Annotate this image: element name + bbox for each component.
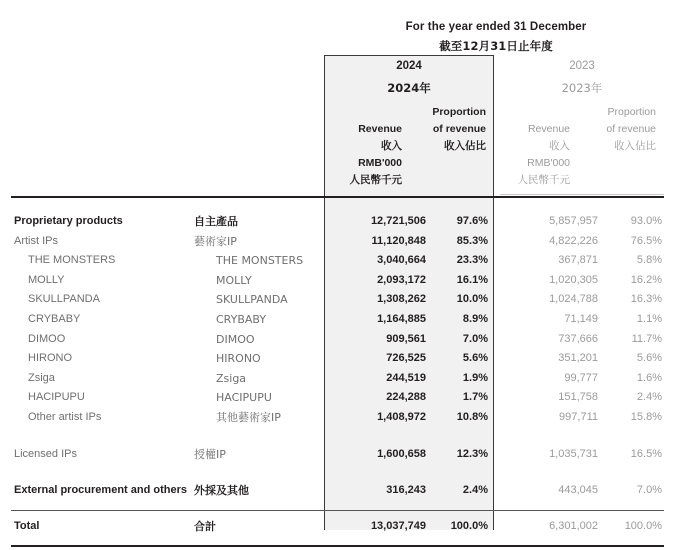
- cell-p23: 5.8%: [636, 254, 662, 267]
- cell-cn: 外採及其他: [194, 484, 249, 498]
- cell-en: DIMOO: [28, 332, 66, 345]
- proportion-2023-label-en-line1: Proportion: [607, 106, 656, 118]
- table-row: [0, 445, 679, 465]
- proportion-2023-label-en-line2: of revenue: [606, 123, 656, 135]
- revenue-2023-unit-cn: 人民幣千元: [517, 174, 570, 186]
- column-group-2024-year-cn: 2024年: [387, 81, 431, 95]
- revenue-2024-label-en: Revenue: [358, 123, 402, 135]
- revenue-2024-blank-line: [300, 104, 402, 121]
- cell-r24: 1,408,972: [377, 410, 426, 423]
- cell-en: CRYBABY: [28, 312, 81, 325]
- cell-en: SKULLPANDA: [28, 293, 100, 306]
- cell-r23: 151,758: [558, 391, 598, 404]
- cell-r23: 71,149: [564, 312, 598, 325]
- cell-p24: 100.0%: [450, 519, 488, 532]
- cell-cn: 藝術家IP: [194, 234, 237, 248]
- cell-p23: 16.3%: [630, 293, 662, 306]
- revenue-2023-blank-line: [468, 104, 570, 121]
- cell-en: HIRONO: [28, 352, 72, 365]
- cell-en: Zsiga: [28, 371, 55, 384]
- table-row: [0, 349, 679, 369]
- table-title-english: For the year ended 31 December: [405, 21, 587, 33]
- cell-p23: 16.5%: [630, 447, 662, 460]
- cell-cn: HIRONO: [216, 352, 261, 366]
- cell-en: Proprietary products: [14, 215, 123, 227]
- cell-r23: 997,711: [559, 410, 598, 423]
- table-row: [0, 310, 679, 330]
- revenue-2023-label-cn: 收入: [549, 140, 570, 152]
- cell-p24: 85.3%: [456, 234, 488, 247]
- cell-en: Other artist IPs: [28, 410, 102, 423]
- revenue-2023-label-en: Revenue: [527, 123, 570, 135]
- cell-cn: HACIPUPU: [216, 391, 272, 405]
- cell-en: External procurement and others: [14, 484, 187, 497]
- cell-cn: MOLLY: [216, 273, 252, 287]
- cell-en: MOLLY: [28, 273, 65, 286]
- cell-r24: 12,721,506: [370, 215, 426, 227]
- header-separator-2023: [500, 194, 664, 195]
- cell-p24: 5.6%: [462, 352, 488, 365]
- cell-r24: 2,093,172: [377, 273, 426, 286]
- proportion-2024-label-en-line1: Proportion: [432, 106, 486, 118]
- cell-p23: 2.4%: [636, 391, 662, 404]
- cell-cn: THE MONSTERS: [216, 254, 304, 268]
- cell-p23: 1.6%: [636, 371, 662, 384]
- revenue-2024-unit-en: RMB'000: [358, 157, 402, 169]
- column-group-2023-year-en: 2023: [569, 60, 595, 72]
- cell-p24: 10.0%: [456, 293, 488, 306]
- table-row: [0, 330, 679, 350]
- column-group-2023-year-cn: 2023年: [561, 81, 603, 95]
- cell-cn: DIMOO: [216, 332, 255, 346]
- cell-p24: 1.9%: [462, 371, 488, 384]
- cell-p23: 7.0%: [636, 484, 662, 497]
- cell-en: Total: [14, 519, 40, 532]
- cell-p24: 16.1%: [456, 273, 488, 286]
- cell-p23: 93.0%: [630, 215, 662, 227]
- table-row: [0, 290, 679, 310]
- cell-cn: SKULLPANDA: [216, 293, 288, 307]
- proportion-2024-label-en-line2: of revenue: [432, 123, 486, 135]
- table-row: [0, 232, 679, 252]
- cell-en: HACIPUPU: [28, 391, 85, 404]
- table-row: [0, 369, 679, 389]
- cell-en: Licensed IPs: [14, 447, 77, 460]
- column-header-revenue-2023: [468, 104, 570, 189]
- table-row: [0, 517, 679, 537]
- cell-p23: 16.2%: [630, 273, 662, 286]
- table-header-rule: [11, 196, 664, 198]
- table-row: [0, 408, 679, 428]
- cell-cn: Zsiga: [216, 371, 247, 385]
- revenue-2024-unit-cn: 人民幣千元: [349, 174, 402, 186]
- table-row: [0, 271, 679, 291]
- cell-p24: 23.3%: [456, 254, 488, 267]
- cell-r23: 1,035,731: [549, 447, 598, 460]
- cell-en: THE MONSTERS: [28, 254, 116, 267]
- cell-r23: 6,301,002: [549, 519, 598, 532]
- column-group-2024-year-en: 2024: [396, 60, 422, 72]
- cell-r23: 5,857,957: [549, 215, 598, 227]
- cell-r24: 13,037,749: [370, 519, 426, 532]
- cell-p24: 2.4%: [462, 484, 488, 497]
- table-row: [0, 388, 679, 408]
- table-row: [0, 212, 679, 232]
- column-header-proportion-2023: [560, 104, 656, 155]
- cell-r24: 316,243: [386, 484, 426, 497]
- revenue-2023-unit-en: RMB'000: [527, 157, 570, 169]
- revenue-2024-label-cn: 收入: [381, 140, 402, 152]
- table-bottom-rule: [11, 545, 664, 547]
- cell-p23: 1.1%: [636, 312, 662, 325]
- cell-r23: 1,020,305: [549, 273, 598, 286]
- cell-r23: 4,822,226: [549, 234, 598, 247]
- proportion-2023-label-cn: 收入佔比: [614, 140, 656, 152]
- cell-r23: 737,666: [558, 332, 598, 345]
- cell-p23: 5.6%: [636, 352, 662, 365]
- proportion-2024-label-cn: 收入佔比: [444, 140, 486, 152]
- cell-p23: 11.7%: [631, 332, 662, 345]
- cell-p23: 15.8%: [630, 410, 662, 423]
- cell-cn: 其他藝術家IP: [216, 410, 281, 424]
- cell-r23: 367,871: [558, 254, 598, 267]
- cell-p23: 76.5%: [630, 234, 662, 247]
- cell-r23: 1,024,788: [549, 293, 598, 306]
- cell-r23: 351,201: [558, 352, 598, 365]
- table-title-chinese: 截至12月31日止年度: [439, 39, 553, 53]
- cell-p24: 10.8%: [456, 410, 488, 423]
- cell-r23: 99,777: [564, 371, 598, 384]
- cell-r24: 1,164,885: [377, 312, 426, 325]
- column-header-revenue-2024: [300, 104, 402, 189]
- cell-r24: 224,288: [386, 391, 426, 404]
- cell-p24: 8.9%: [462, 312, 488, 325]
- cell-p24: 97.6%: [456, 215, 488, 227]
- cell-r24: 3,040,664: [377, 254, 426, 267]
- cell-cn: 自主產品: [194, 215, 238, 228]
- cell-p24: 12.3%: [456, 447, 488, 460]
- cell-r24: 1,308,262: [377, 293, 426, 306]
- cell-cn: 授權IP: [194, 447, 226, 461]
- cell-r24: 909,561: [386, 332, 426, 345]
- cell-p23: 100.0%: [624, 519, 662, 532]
- cell-en: Artist IPs: [14, 234, 59, 247]
- cell-p24: 7.0%: [462, 332, 488, 345]
- cell-r24: 1,600,658: [377, 447, 426, 460]
- table-body: [0, 212, 679, 536]
- cell-p24: 1.7%: [462, 391, 488, 404]
- cell-r24: 244,519: [386, 371, 426, 384]
- cell-r23: 443,045: [558, 484, 598, 497]
- table-row: [0, 251, 679, 271]
- cell-cn: 合計: [194, 519, 216, 533]
- cell-r24: 726,525: [386, 352, 426, 365]
- cell-r24: 11,120,848: [371, 234, 426, 247]
- table-row: [0, 481, 679, 501]
- cell-cn: CRYBABY: [216, 312, 267, 326]
